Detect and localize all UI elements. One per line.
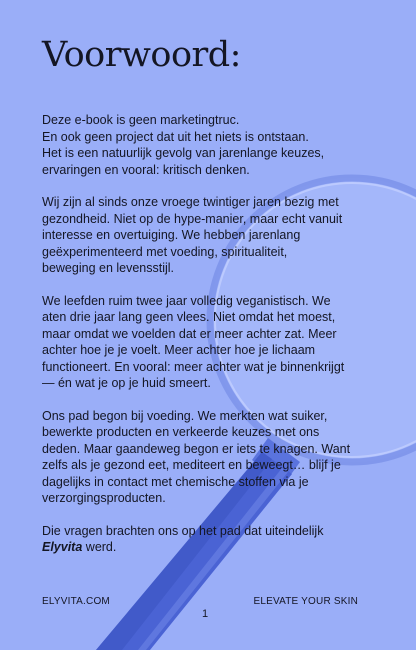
text-line: dagelijks in contact met chemische stoffen via je bbox=[42, 474, 309, 489]
text-line: beweging en levensstijl. bbox=[42, 261, 175, 275]
paragraph-intro bbox=[42, 112, 378, 178]
text-line: deden. Maar gaandeweg begon er iets te knagen. Want bbox=[42, 441, 351, 456]
page-title: Voorwoord: bbox=[42, 35, 241, 75]
paragraph-path bbox=[42, 408, 378, 507]
text-line: geëxperimenteerd met voeding, spiritualiteit, bbox=[42, 244, 288, 259]
paragraph-health bbox=[42, 194, 378, 277]
text-line: gezondheid. Niet op de hype-manier, maar echt vanuit bbox=[42, 211, 343, 226]
text-line: Het is een natuurlijk gevolg van jarenlange keuzes, bbox=[42, 146, 325, 160]
text-line: maar omdat we voelden dat er meer achter zat. Meer bbox=[42, 326, 337, 341]
paragraph-vegan bbox=[42, 293, 378, 392]
text-line: Ons pad begon bij voeding. We merkten wat suiker, bbox=[42, 408, 328, 423]
text-line: verzorgingsproducten. bbox=[42, 491, 166, 505]
text-line: Die vragen brachten ons op het pad dat uiteindelijk bbox=[42, 523, 324, 538]
footer-website: ELYVITA.COM bbox=[42, 596, 110, 607]
page-content bbox=[42, 28, 378, 572]
brand-name: Elyvita bbox=[42, 540, 83, 554]
text-line: We leefden ruim twee jaar volledig veganistisch. We bbox=[42, 293, 331, 308]
text-line: Wij zijn al sinds onze vroege twintiger jaren bezig met bbox=[42, 195, 339, 209]
paragraph-closing bbox=[42, 523, 378, 556]
text-line-brand bbox=[42, 539, 378, 556]
text-line: Deze e-book is geen marketingtruc. bbox=[42, 113, 240, 127]
text-line: zelfs als je gezond eet, mediteert en beweegt… blijf je bbox=[42, 458, 341, 472]
text-line: — én wat je op je huid smeert. bbox=[42, 376, 211, 390]
text-line: achter hoe je je voelt. Meer achter hoe je lichaam bbox=[42, 343, 316, 357]
text-line: aten drie jaar lang geen vlees. Niet omdat het moest, bbox=[42, 310, 336, 324]
text-line: bewerkte producten en verkeerde keuzes met ons bbox=[42, 425, 320, 439]
page-number: 1 bbox=[202, 608, 209, 620]
footer-tagline: ELEVATE YOUR SKIN bbox=[253, 596, 358, 607]
text-line: functioneert. En vooral: meer achter wat je binnenkrijgt bbox=[42, 359, 345, 374]
text-line: En ook geen project dat uit het niets is ontstaan. bbox=[42, 129, 309, 144]
closing-suffix: werd. bbox=[82, 540, 117, 554]
text-line: interesse en overtuiging. We hebben jarenlang bbox=[42, 228, 301, 242]
text-line: ervaringen en vooral: kritisch denken. bbox=[42, 162, 250, 177]
